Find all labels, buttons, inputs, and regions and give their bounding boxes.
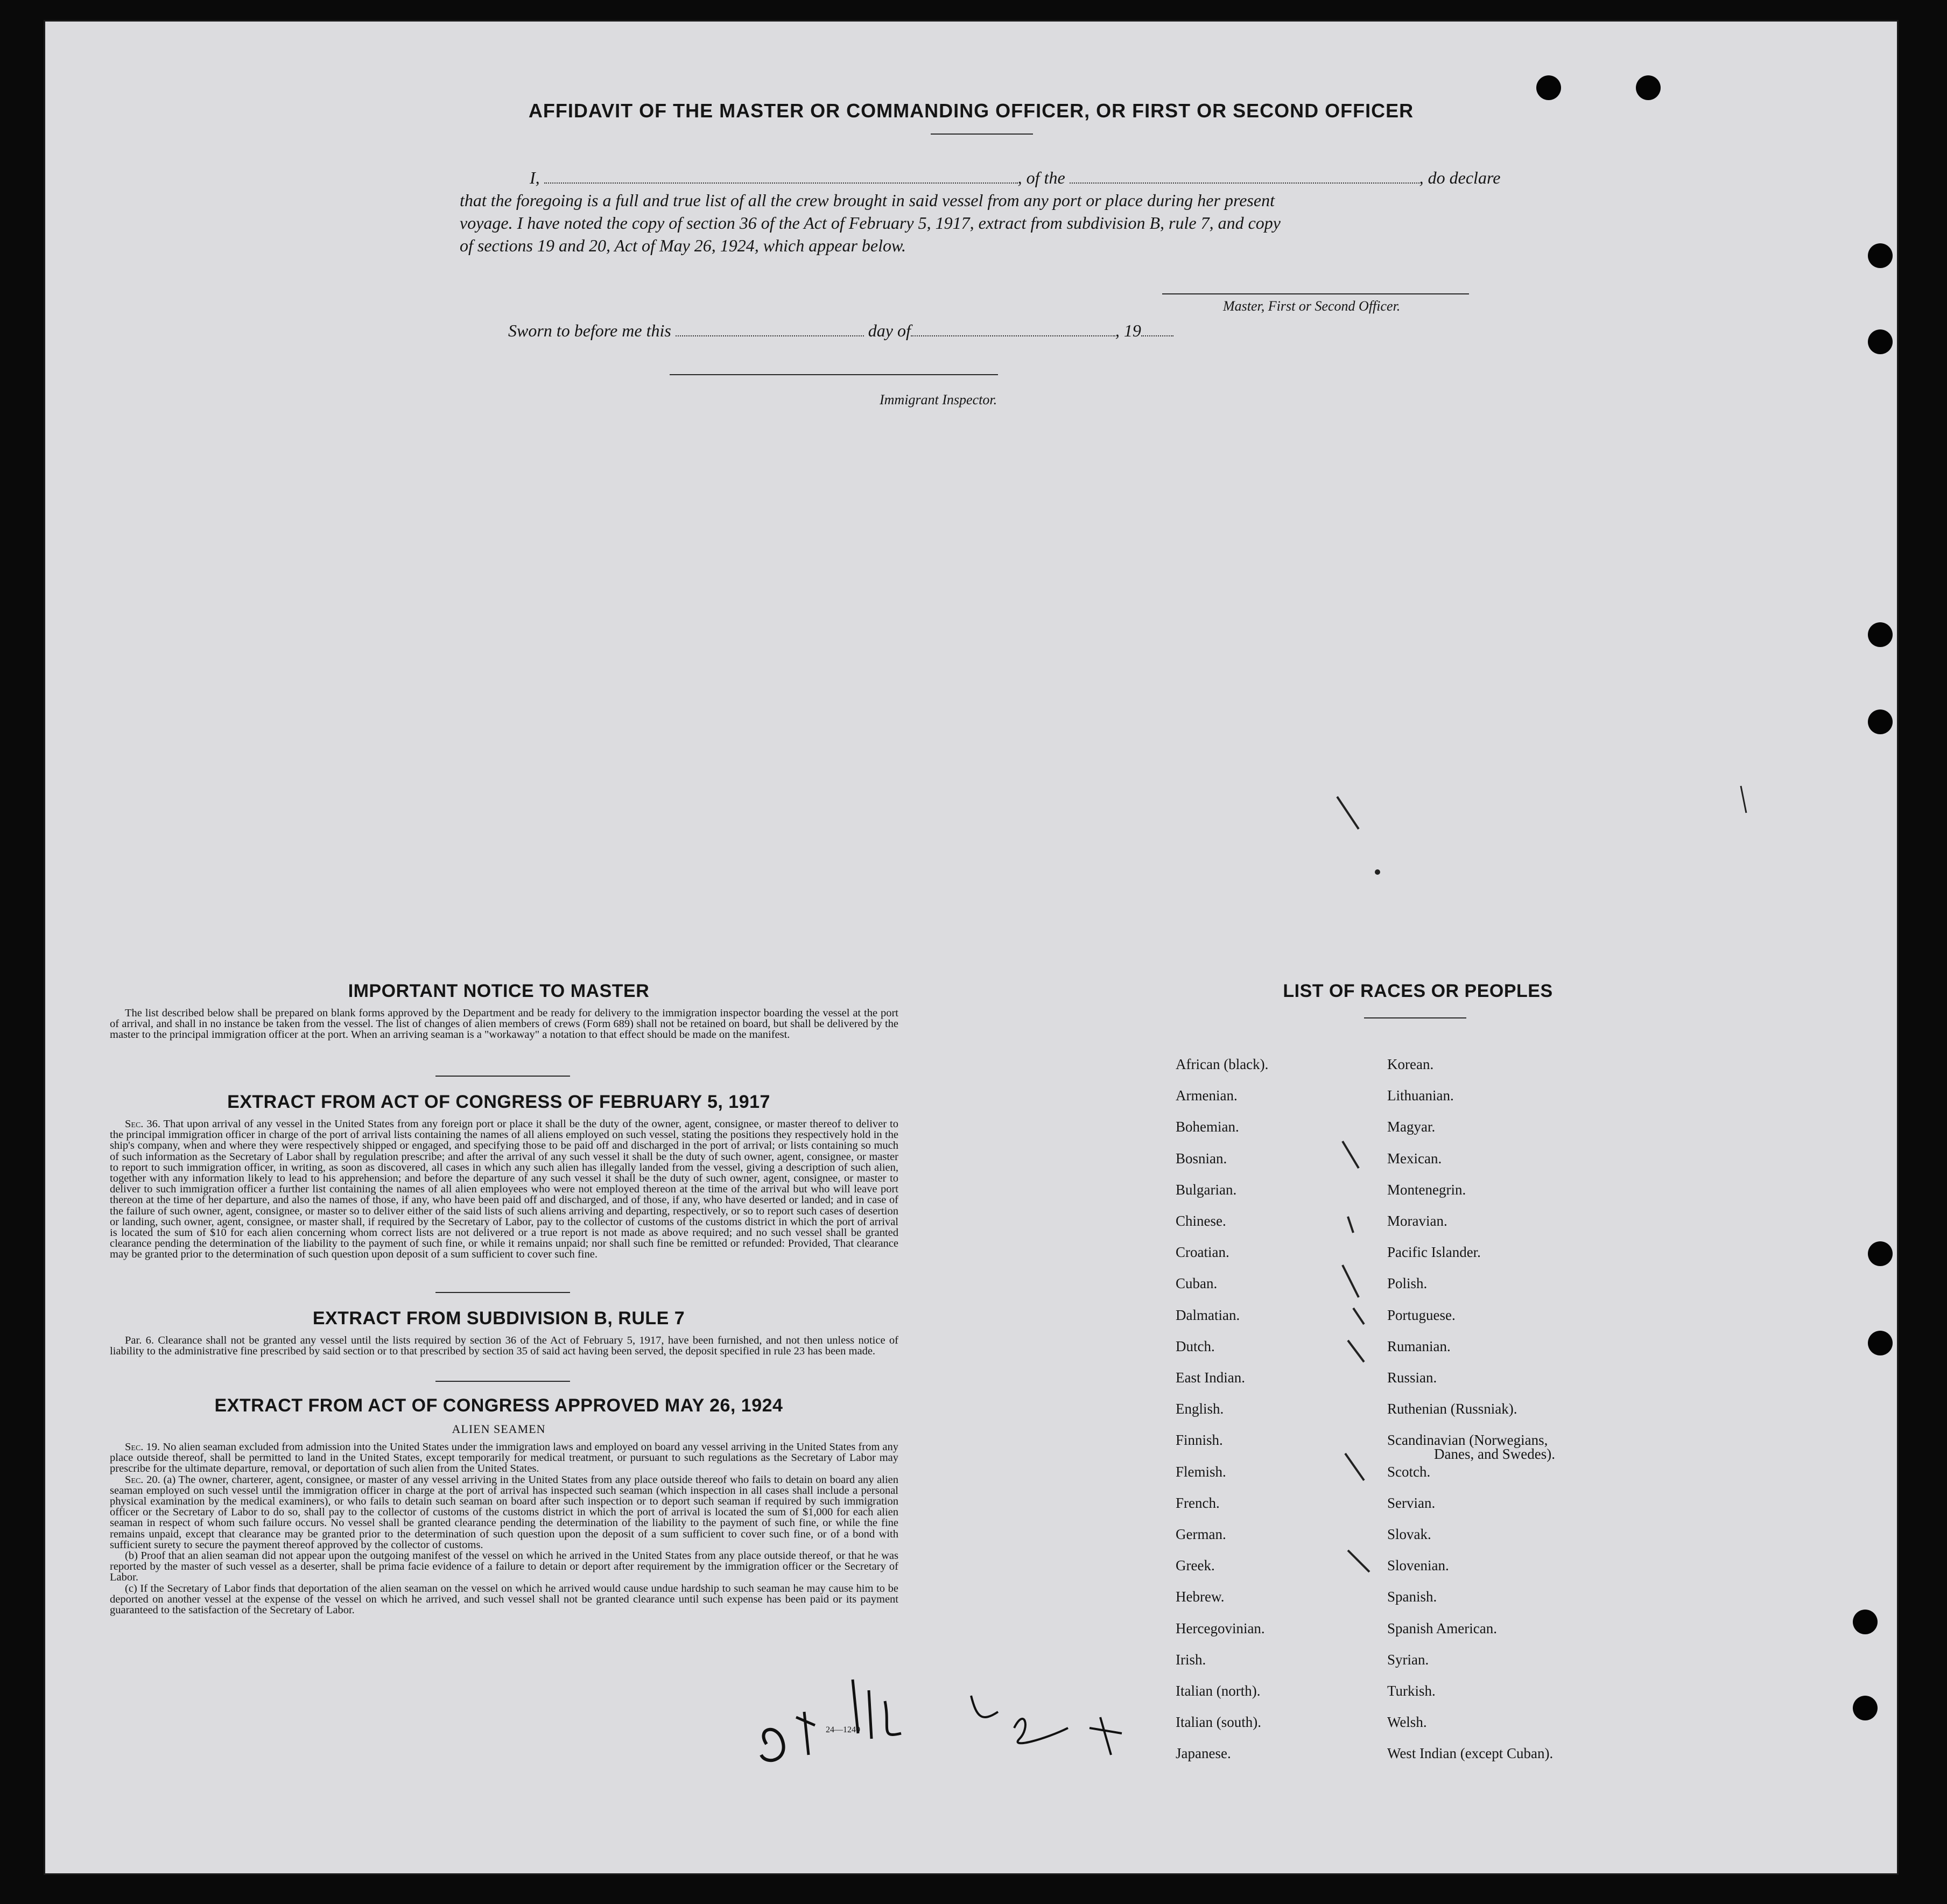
divider [435,1381,570,1382]
extract-1917-body [110,1119,898,1260]
race-item: Japanese. [1176,1745,1231,1762]
races-title: LIST OF RACES OR PEOPLES [1283,981,1553,1001]
race-item: Portuguese. [1387,1306,1456,1323]
extract-1924-title: EXTRACT FROM ACT OF CONGRESS APPROVED MAY 26, 1924 [214,1395,783,1416]
punch-hole [1636,75,1661,100]
race-item: Flemish. [1176,1463,1226,1480]
race-item: African (black). [1176,1056,1269,1072]
race-item: Spanish. [1387,1589,1437,1605]
race-item: Italian (north). [1176,1683,1261,1699]
race-item: Korean. [1387,1056,1434,1072]
race-item: Greek. [1176,1557,1215,1574]
race-item: Servian. [1387,1494,1436,1511]
punch-hole [1868,243,1893,268]
sworn-line [508,321,1173,341]
race-item: Lithuanian. [1387,1087,1454,1104]
pencil-marks [1337,1109,1402,1593]
sec-19-text: No alien seaman excluded from admission into the United States under the immigration laws and employed on board any vessel arriving in the United States from any place outside thereof, shall be permitted to land in the United States, except temporarily for medical treatment, or pursuant to such regulations as the Secretary of Labor may prescribe for the ultimate departure, removal, or deportation of such alien from the United States. [110,1441,899,1475]
race-item: West Indian (except Cuban). [1387,1745,1554,1762]
stray-marks [1326,775,1768,894]
punch-hole [1868,709,1893,734]
day-of-text: day of [868,321,911,340]
race-item: Hebrew. [1176,1589,1225,1605]
inspector-caption: Immigrant Inspector. [880,392,997,408]
affidavit-line-2: that the foregoing is a full and true list of all the crew brought in said vessel from any port or place during her present [460,191,1275,210]
race-item: Pacific Islander. [1387,1244,1481,1261]
punch-hole [1868,1331,1893,1355]
sec-19-label: Sec. 19. [125,1441,160,1453]
race-item: East Indian. [1176,1369,1245,1386]
punch-hole [1868,1241,1893,1266]
race-item: French. [1176,1494,1220,1511]
extract-1917-title: EXTRACT FROM ACT OF CONGRESS OF FEBRUARY 5, 1917 [227,1092,770,1112]
punch-hole [1853,1610,1878,1634]
sworn-text: Sworn to before me this [508,321,671,340]
sworn-month-blank[interactable] [911,331,1115,336]
alien-seamen-subtitle: ALIEN SEAMEN [452,1422,546,1436]
sec-20c-text: (c) If the Secretary of Labor finds that deportation of the alien seaman on the vessel on which he arrived would cause undue hardship to such seaman he may cause him to be deported on another vessel at the expense of the vessel on which he arrived, and such vessel shall not be granted clearance until such expense has been paid or its payment guaranteed to the satisfaction of the Secretary of Labor. [110,1582,898,1617]
race-item: Scandinavian (Norwegians, [1387,1432,1548,1449]
race-item: Welsh. [1387,1714,1427,1731]
race-item: Mexican. [1387,1150,1442,1167]
affidavit-line-1 [530,168,1500,188]
race-item: German. [1176,1526,1226,1542]
sec-20b-text: (b) Proof that an alien seaman did not appear upon the outgoing manifest of the vessel on which he arrived in the United States from any place outside thereof, or that he was reported by the master of such vessel as a deserter, shall be prima facie evidence of a failure to detain or deport after requirement by the immigration officer or the Secretary of Labor. [110,1550,898,1584]
notice-paragraph: The list described below shall be prepared on blank forms approved by the Department and be ready for delivery to the immigration inspector boarding the vessel at the port of arrival, and shall in no instance be taken from the vessel. The list of changes of alien members of crews (Form 689) shall not be retained on board, but shall be delivered by the master to the principal immigration officer at the port. When an arriving seaman is a "workaway" a notation to that effect should be made on the manifest. [110,1007,898,1041]
title-divider [931,134,1033,135]
race-item: Dutch. [1176,1338,1215,1354]
race-item: Dalmatian. [1176,1306,1240,1323]
punch-hole [1868,329,1893,354]
document-page [45,22,1897,1873]
subdivision-b-body [110,1335,898,1357]
race-item: Spanish American. [1387,1620,1497,1636]
race-item: Scotch. [1387,1463,1431,1480]
sworn-day-blank[interactable] [676,331,864,336]
year-prefix: , 19 [1115,321,1141,340]
sec-36-text: That upon arrival of any vessel in the United States from any foreign port or place it shall be the duty of the owner, agent, consignee, or master thereof to deliver to the principal immigration officer in charge of the port of arrival lists containing the names of all aliens employed on such vessel, stating the positions they respectively hold in the ship's company, when and where they were respectively shipped or engaged, and specifying those to be paid off and discharged in the port of arrival; or lists containing so much of such information as the Secretary of Labor shall by regulation prescribe; and after the arrival of any such vessel it shall be the duty of such owner, agent, consignee, or master to report to such immigration officer, in writing, as soon as discovered, all cases in which any such alien has illegally landed from the vessel, giving a description of such alien, together with any information likely to lead to his apprehension; and before the departure of any such vessel it shall be the duty of such owner, agent, consignee, or master to deliver to such immigration officer a further list containing the names of all alien employees who were not employed thereon at the time of the arrival but who will leave port thereon at the time of her departure, and also the names of those, if any, who have been paid off and discharged, and of those, if any, who have deserted or landed; and in case of the failure of such owner, agent, consignee, or master so to deliver either of the said lists of such aliens arriving and departing, respectively, or so to report such cases of desertion or landing, such owner, agent, consignee, or master shall, if required by the Secretary of Labor, pay to the collector of customs of the customs district in which the port of arrival is located the sum of $10 for each alien concerning whom correct lists are not delivered or a true report is not made as above required; and no such vessel shall be granted clearance pending the determination of the liability to the payment of such fine, or while it remains unpaid; nor shall such fine be remitted or refunded: Provided, That clearance may be granted prior to the determination of such question upon deposit of a sum sufficient to cover such fine. [110,1118,898,1261]
race-item: Turkish. [1387,1683,1436,1699]
signature-line[interactable] [1162,293,1469,294]
punch-hole [1868,622,1893,647]
form-number: 24—1240 [826,1725,860,1734]
sworn-year-blank[interactable] [1141,331,1173,336]
race-item: Rumanian. [1387,1338,1451,1354]
race-item: Italian (south). [1176,1714,1261,1731]
affidavit-line-4: of sections 19 and 20, Act of May 26, 1924, which appear below. [460,236,906,255]
race-item: Danes, and Swedes). [1434,1446,1555,1463]
race-item: Montenegrin. [1387,1181,1466,1198]
race-item: Croatian. [1176,1244,1229,1261]
race-item: Bohemian. [1176,1119,1239,1135]
divider [435,1076,570,1077]
signature-caption: Master, First or Second Officer. [1223,298,1401,314]
race-item: Irish. [1176,1651,1206,1668]
race-item: Moravian. [1387,1213,1447,1229]
punch-hole [1536,75,1561,100]
sec-20-label: Sec. 20. [125,1473,160,1486]
extract-1924-body [110,1442,898,1615]
affidavit-declare: , do declare [1419,168,1501,187]
notice-body [110,1008,898,1041]
race-item: English. [1176,1401,1224,1417]
race-item: Cuban. [1176,1275,1218,1292]
inspector-signature-line[interactable] [670,374,998,375]
sec-36-label: Sec. 36. [125,1118,161,1130]
subdivision-b-title: EXTRACT FROM SUBDIVISION B, RULE 7 [312,1308,685,1329]
race-item: Chinese. [1176,1213,1226,1229]
divider [435,1292,570,1293]
par-6-text: Par. 6. Clearance shall not be granted any vessel until the lists required by section 36 of the Act of February 5, 1917, have been furnished, and not then unless notice of liability to the administrative fine prescribed by said section or to that prescribed by section 35 of said act having been served, the deposit specified in rule 23 has been made. [110,1334,898,1358]
race-item: Magyar. [1387,1119,1436,1135]
race-item: Polish. [1387,1275,1428,1292]
race-item: Bulgarian. [1176,1181,1237,1198]
race-item: Slovak. [1387,1526,1431,1542]
affidavit-of-the: , of the [1017,168,1065,187]
race-item: Bosnian. [1176,1150,1227,1167]
affidavit-i: I, [530,168,540,187]
race-item: Ruthenian (Russniak). [1387,1401,1517,1417]
race-item: Armenian. [1176,1087,1238,1104]
affidavit-title: AFFIDAVIT OF THE MASTER OR COMMANDING OFFICER, OR FIRST OR SECOND OFFICER [528,100,1414,122]
race-item: Finnish. [1176,1432,1223,1449]
punch-hole [1853,1696,1878,1720]
race-item: Hercegovinian. [1176,1620,1265,1636]
notice-title: IMPORTANT NOTICE TO MASTER [348,981,650,1001]
race-item: Slovenian. [1387,1557,1449,1574]
name-blank[interactable] [544,178,1018,184]
sec-20a-text: (a) The owner, charterer, agent, consignee, or master of any vessel arriving in the United States from any place outside thereof who fails to detain on board any alien seaman employed on such vessel until the immigration officer in charge at the port of arrival has inspected such seaman (which inspection in all cases shall include a personal physical examination by the medical examiners), or who fails to detain such seaman on board after such inspection or to deport such seaman if required by such immigration officer or the Secretary of Labor to do so, shall pay to the collector of customs of the customs district in which the port of arrival is located the sum of $1,000 for each alien seaman in respect of whom such failure occurs. No vessel shall be granted clearance pending the determination of the liability to the payment of such fine, or while the fine remains unpaid, except that clearance may be granted prior to the determination of such question upon the deposit of a sum sufficient to cover such fine, or of a bond with sufficient surety to secure the payment thereof approved by the collector of customs. [110,1473,898,1551]
race-item: Syrian. [1387,1651,1429,1668]
races-divider [1364,1017,1466,1018]
vessel-blank[interactable] [1070,178,1419,184]
affidavit-line-3: voyage. I have noted the copy of section 36 of the Act of February 5, 1917, extract from subdivision B, rule 7, and copy [460,213,1281,233]
handwritten-signature [745,1647,1229,1776]
race-item: Russian. [1387,1369,1437,1386]
